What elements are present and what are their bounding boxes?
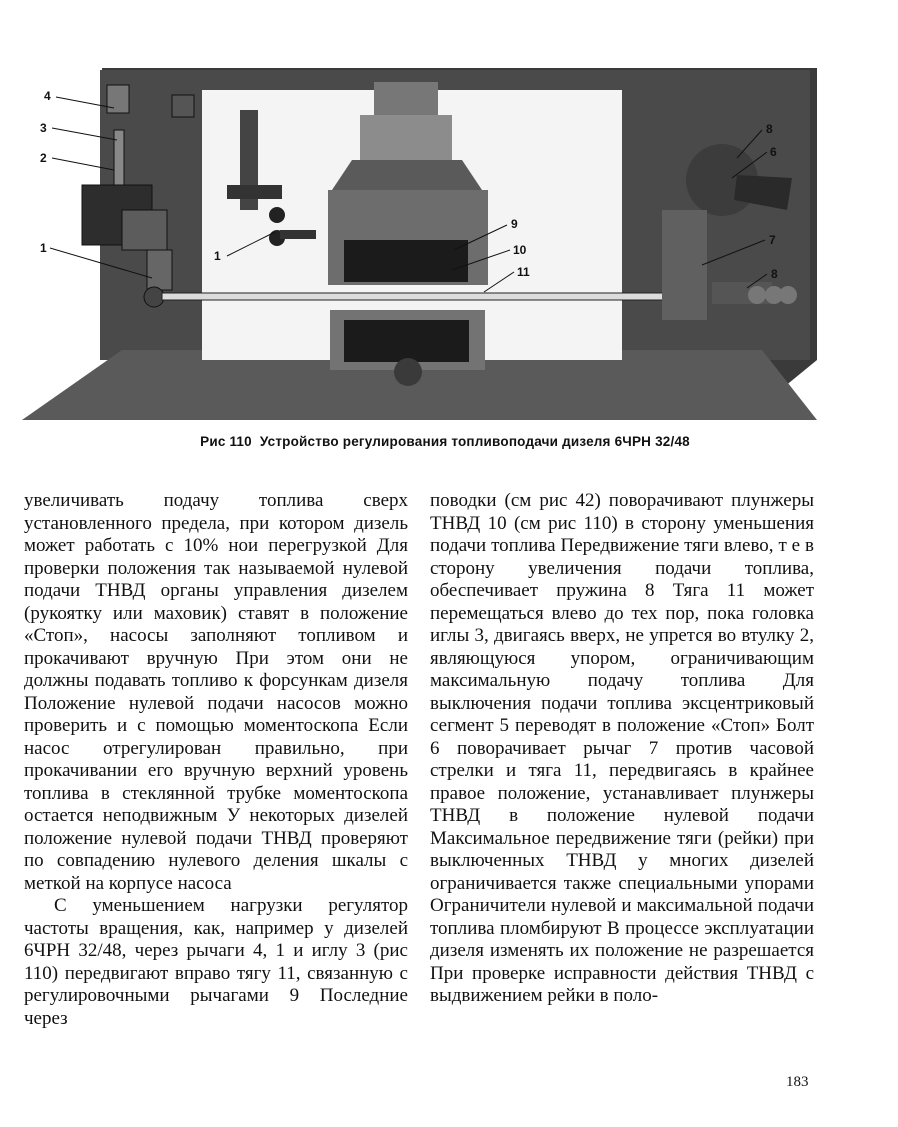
figure-caption bbox=[0, 434, 898, 449]
callout-label-2: 2 bbox=[40, 151, 47, 165]
callout-label-6: 6 bbox=[770, 145, 777, 159]
figure-caption-text: Устройство регулирования топливоподачи дизеля 6ЧРН 32/48 bbox=[259, 434, 690, 449]
text-column-left bbox=[24, 490, 408, 1030]
callout-label-10: 10 bbox=[513, 243, 527, 257]
rack-rod bbox=[162, 293, 702, 300]
callout-label-4: 4 bbox=[44, 89, 51, 103]
callout-label-3: 3 bbox=[40, 121, 47, 135]
callout-label-1-left: 1 bbox=[40, 241, 47, 255]
paragraph: С уменьшением нагрузки регулятор частоты вращения, как, например у дизелей 6ЧРН 32/48, через рычаги 4, 1 и иглу 3 (рис 110) передвигают вправо тягу 11, связанную с регулировочными рычагами 9 Последние через bbox=[24, 895, 408, 1029]
paragraph: поводки (см рис 42) поворачивают плунжеры ТНВД 10 (см рис 110) в сторону уменьшения подачи топлива Передвижение тяги влево, т е в сторону увеличения подачи топлива, обеспечивает пружина 8 Тяга 11 может перемещаться влево до тех пор, пока головка иглы 3, двигаясь вверх, не упрется во втулку 2, являющуюся упором, ограничивающим максимальную подачу топлива Для выключения подачи топлива эксцентриковый сегмент 5 переводят в положение «Стоп» Болт 6 поворачивает рычаг 7 против часовой стрелки и тяга 11, передвигаясь в крайнее правое положение, устанавливает плунжеры ТНВД в положение нулевой подачи Максимальное передвижение тяги (рейки) при выключенных ТНВД у многих дизелей ограничивается также специальными упорами Ограничители нулевой и максимальной подачи топлива пломбируют В процессе эксплуатации дизеля изменять их положение не разрешается При проверке исправности действия ТНВД с выдвижением рейки в поло- bbox=[430, 490, 814, 1006]
fuel-control-figure bbox=[22, 60, 817, 432]
callout-label-8-top: 8 bbox=[766, 122, 773, 136]
figure-number: Рис 110 bbox=[200, 434, 252, 449]
callout-label-9: 9 bbox=[511, 217, 518, 231]
callout-label-7: 7 bbox=[769, 233, 776, 247]
paragraph: увеличивать подачу топлива сверх установленного предела, при котором дизель может работать с 10% нои перегрузкой Для проверки положения так называемой нулевой подачи ТНВД органы управления дизелем (рукоятку или маховик) ставят в положение «Стоп», насосы заполняют топливом и прокачивают вручную При этом они не должны подавать топливо к форсункам дизеля Положение нулевой подачи насосов можно проверить и с помощью моментоскопа Если насос отрегулирован правильно, при прокачивании его вручную верхний уровень топлива в стеклянной трубке моментоскопа остается неподвижным У некоторых дизелей положение нулевой подачи ТНВД проверяют по совпадению нулевого деления шкалы с меткой на корпусе насоса bbox=[24, 490, 408, 894]
callout-label-1-center: 1 bbox=[214, 249, 221, 263]
callout-label-8-bottom: 8 bbox=[771, 267, 778, 281]
callout-label-11: 11 bbox=[517, 265, 530, 279]
text-column-right bbox=[430, 490, 814, 1008]
page-number: 183 bbox=[786, 1074, 809, 1090]
